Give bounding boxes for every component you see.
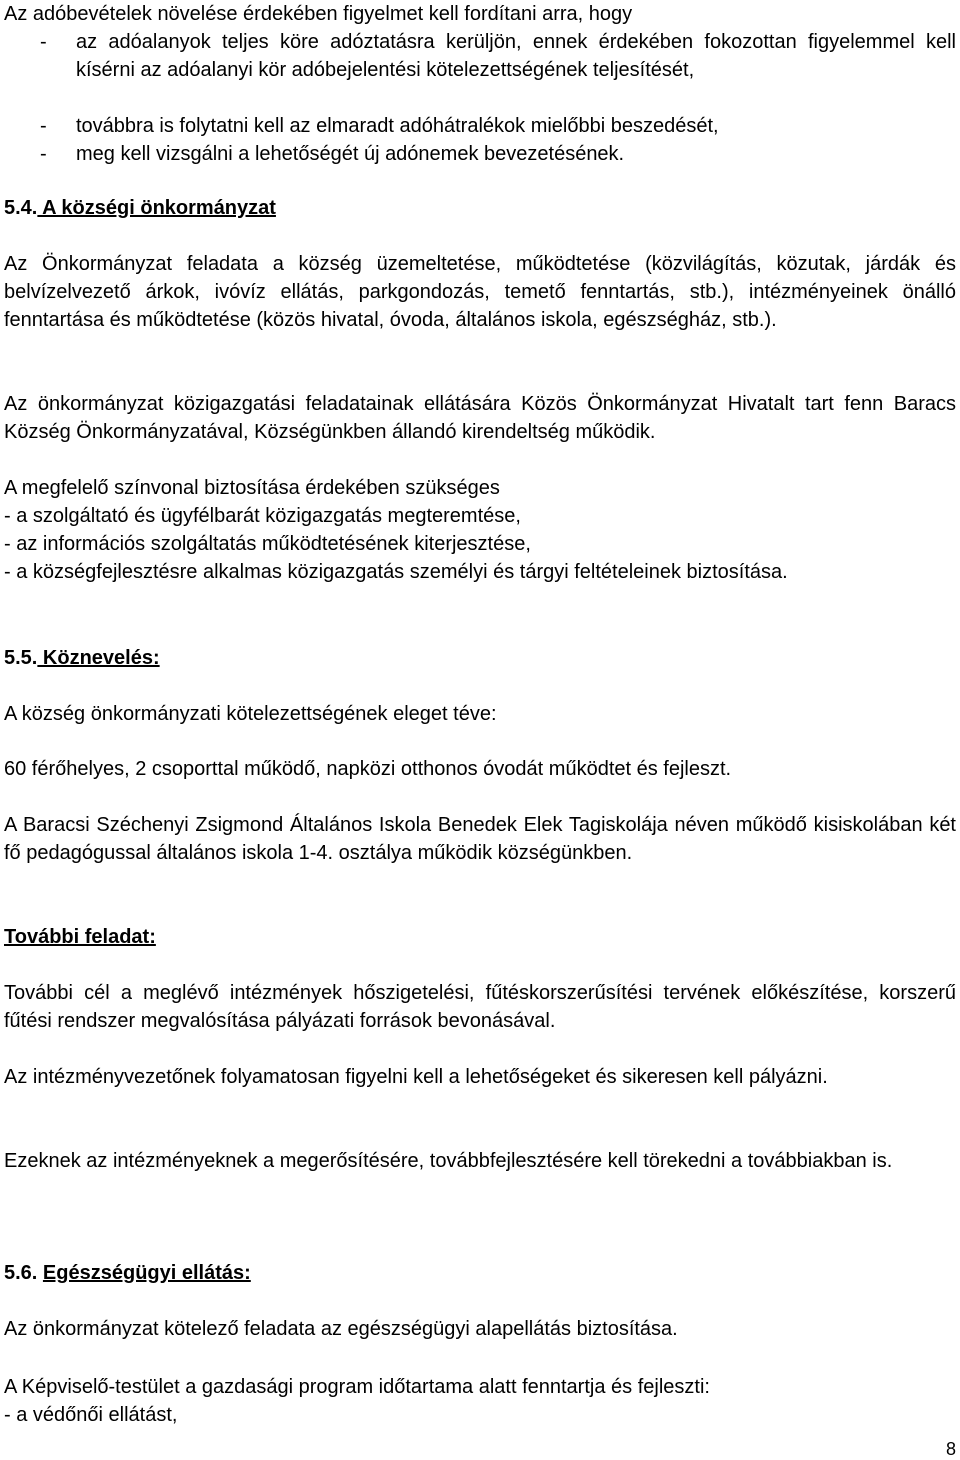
bullet-dash: -: [40, 143, 47, 165]
paragraph: Az önkormányzat kötelező feladata az egészségügyi alapellátás biztosítása.: [4, 1318, 678, 1340]
list-line: - a védőnői ellátást,: [4, 1404, 178, 1426]
bullet-dash: -: [40, 31, 47, 53]
bullet-item: meg kell vizsgálni a lehetőségét új adónemek bevezetésének.: [76, 143, 625, 165]
section-heading-5-5: 5.5. Köznevelés:: [4, 647, 160, 669]
section-heading-5-6: 5.6. Egészségügyi ellátás:: [4, 1262, 251, 1284]
paragraph: 60 férőhelyes, 2 csoporttal működő, napközi otthonos óvodát működtet és fejleszt.: [4, 758, 732, 780]
list-line: - a szolgáltató és ügyfélbarát közigazgatás megteremtése,: [4, 505, 521, 527]
section-heading-5-4: 5.4. A községi önkormányzat: [4, 197, 276, 219]
page-number: 8: [945, 1439, 956, 1459]
paragraph: A Képviselő-testület a gazdasági program időtartama alatt fenntartja és fejleszti:: [4, 1376, 710, 1398]
paragraph: További cél a meglévő intézmények hőszigetelési, fűtéskorszerűsítési tervének előkészítése, korszerű fűtési rendszer megvalósítása pályázati források bevonásával.: [4, 982, 956, 1032]
bullet-item: az adóalanyok teljes köre adóztatásra kerüljön, ennek érdekében fokozottan figyelemmel kell kísérni az adóalanyi kör adóbejelentési kötelezettségének teljesítését,: [76, 31, 956, 81]
list-line: - a községfejlesztésre alkalmas közigazgatás személyi és tárgyi feltételeinek biztosítása.: [4, 561, 788, 583]
bullet-item: továbbra is folytatni kell az elmaradt adóhátralékok mielőbbi beszedését,: [76, 115, 719, 137]
paragraph: Az Önkormányzat feladata a község üzemeltetése, működtetése (közvilágítás, közutak, járdák és belvízelvezető árkok, ivóvíz ellátás, parkgondozás, temető fenntartás, stb.), intézményeinek önálló fenntartása és működtetése (közös hivatal, óvoda, általános iskola, egészségház, stb.).: [4, 253, 956, 331]
list-line: - az információs szolgáltatás működtetésének kiterjesztése,: [4, 533, 531, 555]
paragraph: Ezeknek az intézményeknek a megerősítésére, továbbfejlesztésére kell törekedni a továbbiakban is.: [4, 1150, 893, 1172]
bullet-dash: -: [40, 115, 47, 137]
paragraph: Az intézményvezetőnek folyamatosan figyelni kell a lehetőségeket és sikeresen kell pályázni.: [4, 1066, 828, 1088]
paragraph: A megfelelő színvonal biztosítása érdekében szükséges: [4, 477, 500, 499]
intro-line: Az adóbevételek növelése érdekében figyelmet kell fordítani arra, hogy: [4, 3, 633, 25]
paragraph: A Baracsi Széchenyi Zsigmond Általános Iskola Benedek Elek Tagiskolája néven működő kisiskolában két fő pedagógussal általános iskola 1-4. osztálya működik községünkben.: [4, 814, 956, 864]
paragraph: Az önkormányzat közigazgatási feladatainak ellátására Közös Önkormányzat Hivatalt tart fenn Baracs Község Önkormányzatával, Községünkben állandó kirendeltség működik.: [4, 393, 956, 443]
subsection-heading: További feladat:: [4, 926, 156, 948]
paragraph: A község önkormányzati kötelezettségének eleget téve:: [4, 703, 497, 725]
